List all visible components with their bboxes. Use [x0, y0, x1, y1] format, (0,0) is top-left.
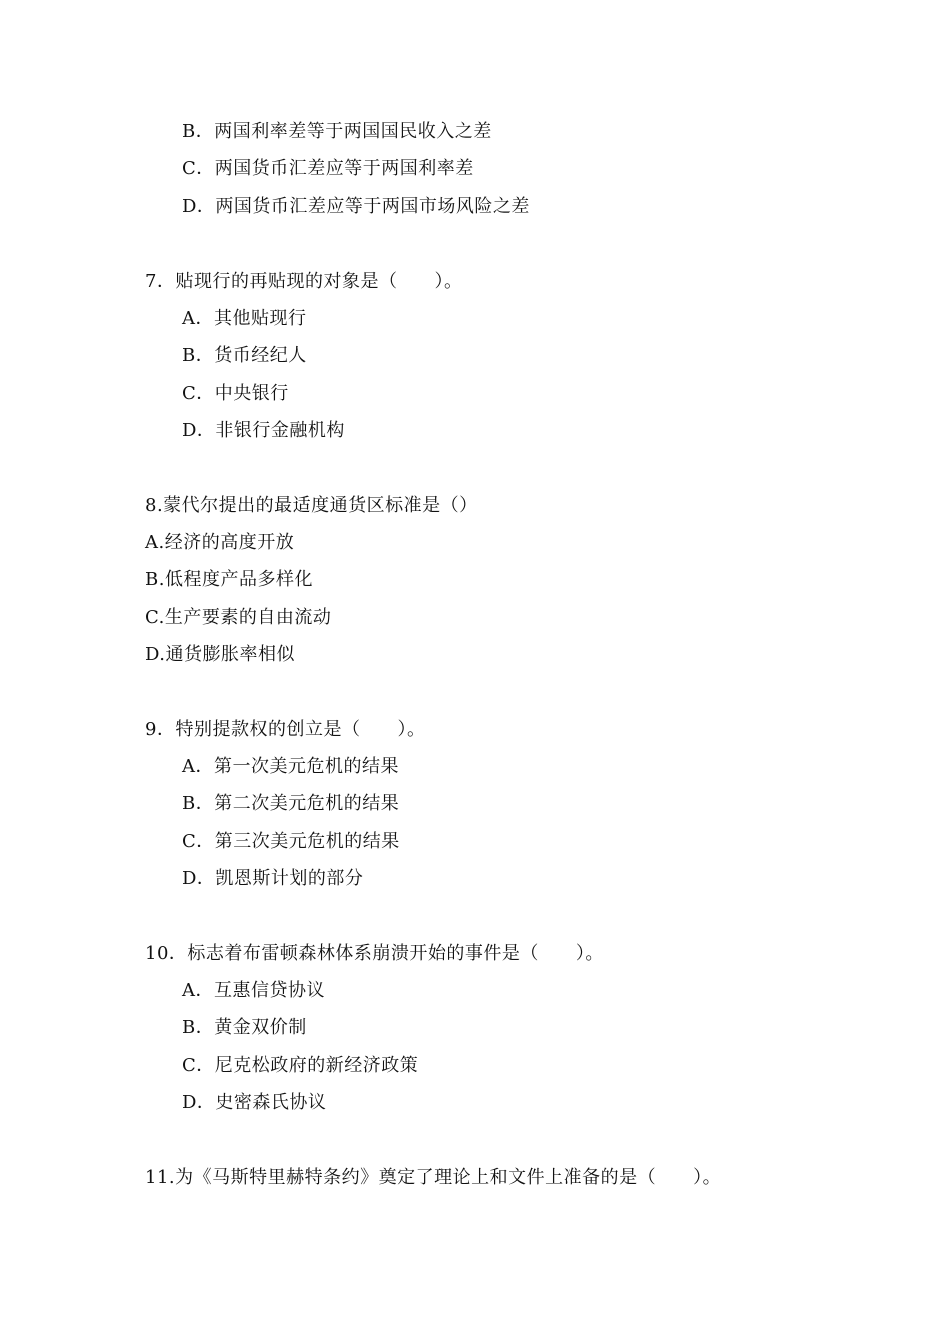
option-10a: A．互惠信贷协议: [182, 980, 325, 1001]
option-9c: C．第三次美元危机的结果: [182, 831, 400, 852]
option-9a: A．第一次美元危机的结果: [182, 756, 399, 777]
option-6c: C．两国货币汇差应等于两国利率差: [182, 158, 474, 179]
question-7: 7．贴现行的再贴现的对象是（ ）。: [145, 271, 463, 292]
question-8: 8.蒙代尔提出的最适度通货区标准是（）: [145, 495, 478, 516]
option-10b: B．黄金双价制: [182, 1017, 307, 1038]
option-9d: D．凯恩斯计划的部分: [182, 868, 364, 889]
option-7b: B．货币经纪人: [182, 345, 307, 366]
option-7c: C．中央银行: [182, 383, 289, 404]
question-9: 9．特别提款权的创立是（ ）。: [145, 719, 426, 740]
option-10d: D．史密森氏协议: [182, 1092, 327, 1113]
option-7a: A．其他贴现行: [182, 308, 307, 329]
option-9b: B．第二次美元危机的结果: [182, 793, 400, 814]
option-6d: D．两国货币汇差应等于两国市场风险之差: [182, 196, 530, 217]
option-7d: D．非银行金融机构: [182, 420, 345, 441]
option-8c: C.生产要素的自由流动: [145, 607, 332, 628]
option-8d: D.通货膨胀率相似: [145, 644, 296, 665]
question-10: 10．标志着布雷顿森林体系崩溃开始的事件是（ ）。: [145, 943, 604, 964]
option-8b: B.低程度产品多样化: [145, 569, 313, 590]
option-8a: A.经济的高度开放: [145, 532, 295, 553]
question-11: 11.为《马斯特里赫特条约》奠定了理论上和文件上准备的是（ ）。: [145, 1167, 722, 1188]
option-10c: C．尼克松政府的新经济政策: [182, 1055, 419, 1076]
option-6b: B．两国利率差等于两国国民收入之差: [182, 121, 492, 142]
